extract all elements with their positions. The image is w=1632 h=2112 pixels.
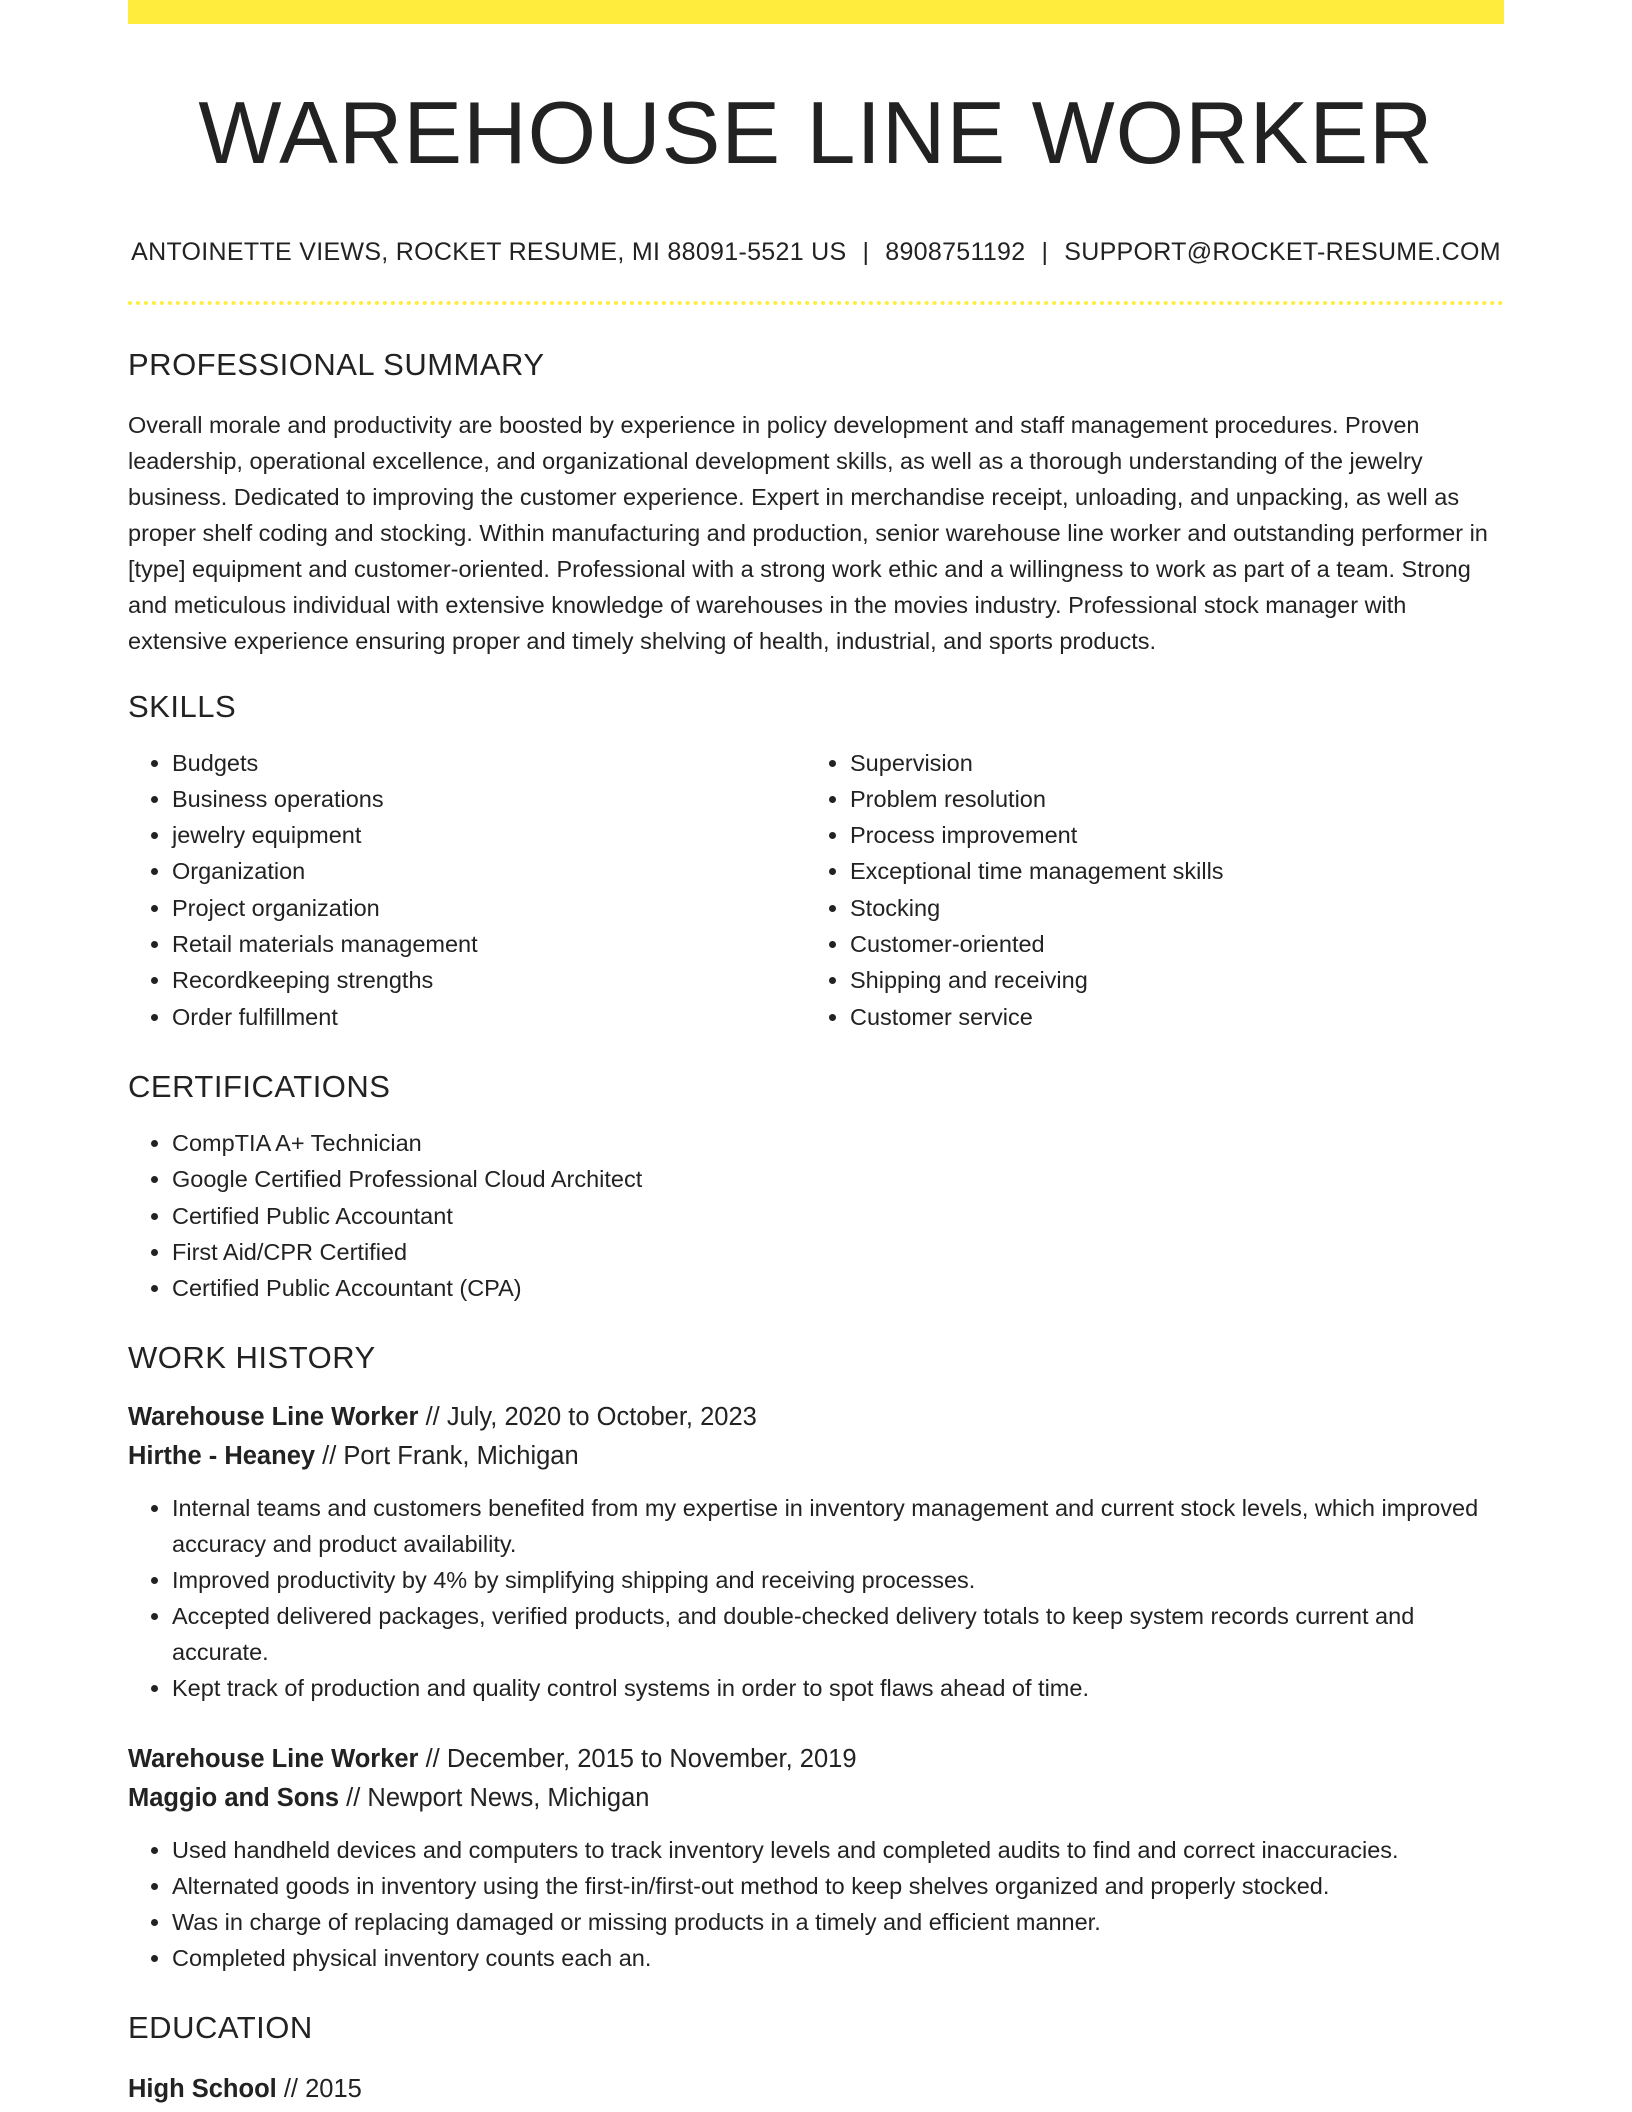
education-heading: EDUCATION bbox=[128, 2010, 313, 2046]
skill-item: • Customer-oriented bbox=[850, 926, 1484, 962]
skills-list-right bbox=[806, 745, 1484, 1035]
certification-item: • First Aid/CPR Certified bbox=[172, 1234, 1504, 1270]
job-company-line bbox=[128, 1779, 1504, 1818]
job-bullet-list bbox=[128, 1490, 1504, 1706]
skill-item: • Process improvement bbox=[850, 817, 1484, 853]
job-bullet: • Was in charge of replacing damaged or missing products in a timely and efficient manner. bbox=[172, 1904, 1504, 1940]
skills-grid bbox=[128, 745, 1504, 1035]
education-year: // 2015 bbox=[276, 2075, 362, 2104]
certification-item: • Certified Public Accountant (CPA) bbox=[172, 1270, 1504, 1306]
job-location: // Port Frank, Michigan bbox=[315, 1442, 579, 1471]
job-bullet: • Improved productivity by 4% by simplifying shipping and receiving processes. bbox=[172, 1562, 1504, 1598]
skill-item: • Recordkeeping strengths bbox=[172, 962, 806, 998]
job-bullet: • Kept track of production and quality control systems in order to spot flaws ahead of time. bbox=[172, 1670, 1504, 1706]
skill-item: • Exceptional time management skills bbox=[850, 853, 1484, 889]
job-company: Maggio and Sons bbox=[128, 1784, 340, 1813]
job-company: Hirthe - Heaney bbox=[128, 1442, 316, 1471]
skills-list-left bbox=[128, 745, 806, 1035]
skill-item: • Project organization bbox=[172, 890, 806, 926]
skills-heading: SKILLS bbox=[128, 688, 237, 724]
contact-separator: | bbox=[862, 237, 870, 266]
job-entry bbox=[128, 1740, 1504, 1976]
certification-item: • Google Certified Professional Cloud Architect bbox=[172, 1161, 1504, 1197]
job-bullet: • Accepted delivered packages, verified products, and double-checked delivery totals to keep system records current and accurate. bbox=[172, 1598, 1504, 1670]
job-role: Warehouse Line Worker bbox=[128, 1745, 419, 1774]
contact-email: SUPPORT@ROCKET-RESUME.COM bbox=[1064, 237, 1501, 266]
skill-item: • Business operations bbox=[172, 781, 806, 817]
job-role: Warehouse Line Worker bbox=[128, 1403, 419, 1432]
certification-item: • Certified Public Accountant bbox=[172, 1198, 1504, 1234]
summary-heading: PROFESSIONAL SUMMARY bbox=[128, 346, 545, 382]
job-bullet: • Alternated goods in inventory using the first-in/first-out method to keep shelves organized and properly stocked. bbox=[172, 1868, 1504, 1904]
certifications-list bbox=[128, 1125, 1504, 1306]
skill-item: • Problem resolution bbox=[850, 781, 1484, 817]
job-company-line bbox=[128, 1437, 1504, 1476]
job-bullet: • Internal teams and customers benefited from my expertise in inventory management and current stock levels, which improved accuracy and product availability. bbox=[172, 1490, 1504, 1562]
education-degree: High School bbox=[128, 2075, 277, 2104]
contact-separator: | bbox=[1041, 237, 1049, 266]
skill-item: • Shipping and receiving bbox=[850, 962, 1484, 998]
job-role-line bbox=[128, 1740, 1504, 1779]
top-accent-bar bbox=[128, 0, 1504, 24]
job-role-line bbox=[128, 1398, 1504, 1437]
summary-text: Overall morale and productivity are boosted by experience in policy development and staff management procedures. Proven leadership, operational excellence, and organizational development skills, as well as a thorough understanding of the jewelry business. Dedicated to improving the customer experience. Expert in merchandise receipt, unloading, and unpacking, as well as proper shelf coding and stocking. Within manufacturing and production, senior warehouse line worker and outstanding performer in [type] equipment and customer-oriented. Professional with a strong work ethic and a willingness to work as part of a team. Strong and meticulous individual with extensive knowledge of warehouses in the movies industry. Professional stock manager with extensive experience ensuring proper and timely shelving of health, industrial, and sports products. bbox=[128, 411, 1488, 654]
certifications-heading: CERTIFICATIONS bbox=[128, 1068, 391, 1104]
job-bullet-list bbox=[128, 1832, 1504, 1976]
work-history-heading: WORK HISTORY bbox=[128, 1340, 376, 1376]
contact-line bbox=[128, 238, 1504, 267]
job-location: // Newport News, Michigan bbox=[339, 1784, 650, 1813]
skill-item: • Customer service bbox=[850, 999, 1484, 1035]
job-dates: // July, 2020 to October, 2023 bbox=[418, 1403, 757, 1432]
job-bullet: • Used handheld devices and computers to track inventory levels and completed audits to find and correct inaccuracies. bbox=[172, 1832, 1504, 1868]
contact-phone: 8908751192 bbox=[885, 237, 1026, 266]
skill-item: • Organization bbox=[172, 853, 806, 889]
job-bullet: • Completed physical inventory counts each an. bbox=[172, 1940, 1504, 1976]
resume-title: WAREHOUSE LINE WORKER bbox=[198, 83, 1434, 182]
job-dates: // December, 2015 to November, 2019 bbox=[418, 1745, 857, 1774]
skill-item: • Stocking bbox=[850, 890, 1484, 926]
skill-item: • jewelry equipment bbox=[172, 817, 806, 853]
dotted-divider bbox=[128, 301, 1504, 305]
certification-item: • CompTIA A+ Technician bbox=[172, 1125, 1504, 1161]
skill-item: • Supervision bbox=[850, 745, 1484, 781]
skill-item: • Retail materials management bbox=[172, 926, 806, 962]
job-entry bbox=[128, 1398, 1504, 1706]
education-entry bbox=[128, 2070, 1504, 2109]
skill-item: • Budgets bbox=[172, 745, 806, 781]
resume-page bbox=[128, 0, 1504, 2109]
contact-address: ANTOINETTE VIEWS, ROCKET RESUME, MI 88091-5521 US bbox=[131, 237, 847, 266]
skill-item: • Order fulfillment bbox=[172, 999, 806, 1035]
